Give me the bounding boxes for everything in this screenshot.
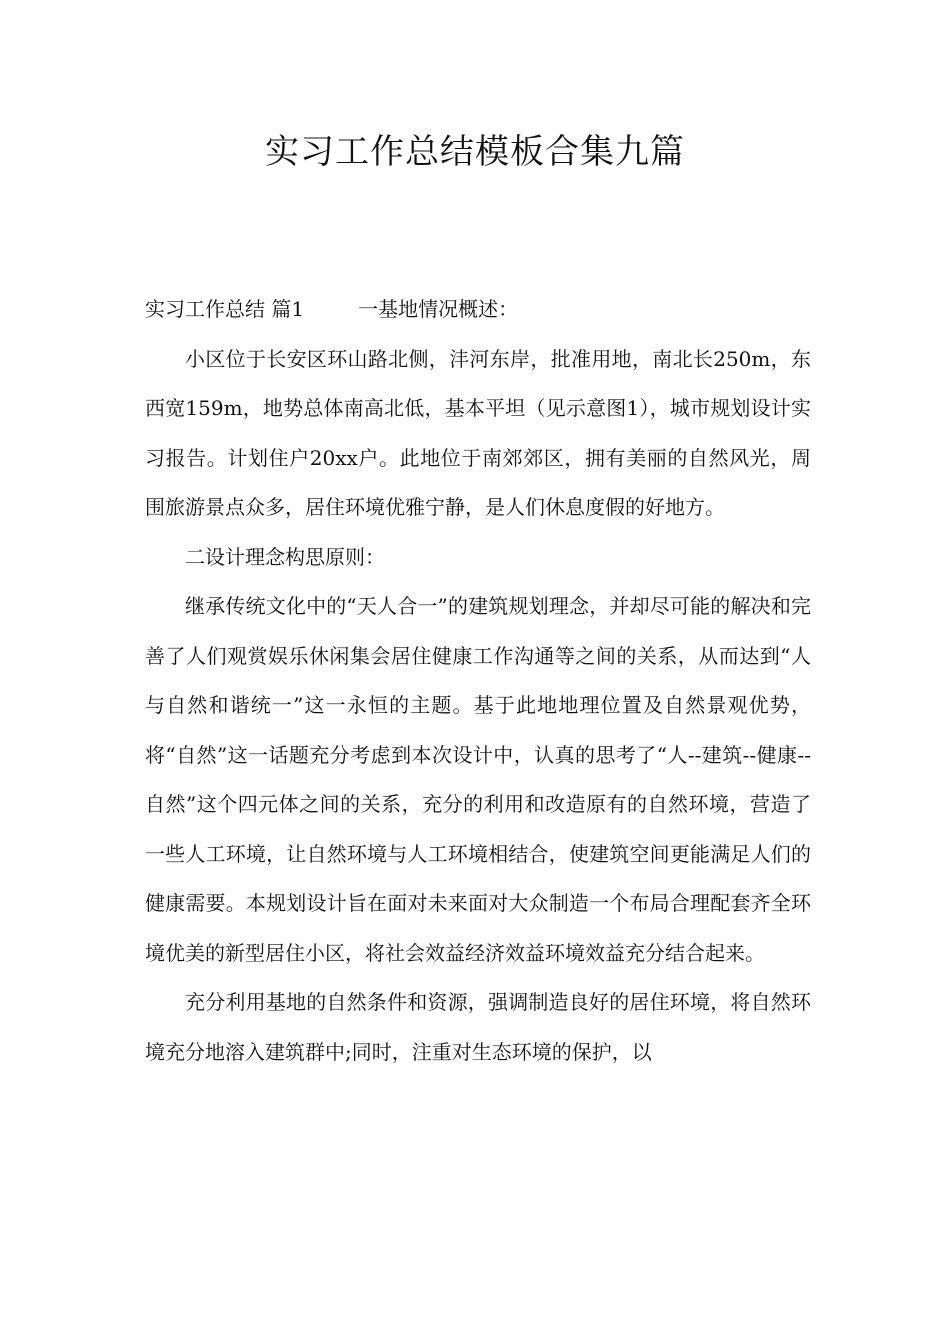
document-body <box>145 285 811 1077</box>
paragraph-site-resources: 充分利用基地的自然条件和资源，强调制造良好的居住环境，将自然环境充分地溶入建筑群中;同时，注重对生态环境的保护，以 <box>145 990 811 1064</box>
section-heading-1: 一基地情况概述： <box>358 297 519 321</box>
section-heading-2: 二设计理念构思原则： <box>185 544 385 569</box>
first-line <box>145 285 811 335</box>
article-label: 实习工作总结 篇1 <box>145 297 305 321</box>
paragraph-site-overview: 小区位于长安区环山路北侧，沣河东岸，批准用地，南北长250m，东西宽159m，地势总体南高北低，基本平坦（见示意图1），城市规划设计实习报告。计划住户20xx户。此地位于南郊郊区，拥有美丽的自然风光，周围旅游景点众多，居住环境优雅宁静，是人们休息度假的好地方。 <box>145 346 811 519</box>
paragraph-design-concept: 继承传统文化中的“天人合一”的建筑规划理念，并却尽可能的解决和完善了人们观赏娱乐休闲集会居住健康工作沟通等之间的关系，从而达到“人与自然和谐统一”这一永恒的主题。基于此地地理位置及自然景观优势，将“自然”这一话题充分考虑到本次设计中，认真的思考了“人--建筑--健康--自然”这个四元体之间的关系，充分的利用和改造原有的自然环境，营造了一些人工环境，让自然环境与人工环境相结合，使建筑空间更能满足人们的健康需要。本规划设计旨在面对未来面对大众制造一个布局合理配套齐全环境优美的新型居住小区，将社会效益经济效益环境效益充分结合起来。 <box>145 594 811 965</box>
document-title: 实习工作总结模板合集九篇 <box>265 132 685 172</box>
